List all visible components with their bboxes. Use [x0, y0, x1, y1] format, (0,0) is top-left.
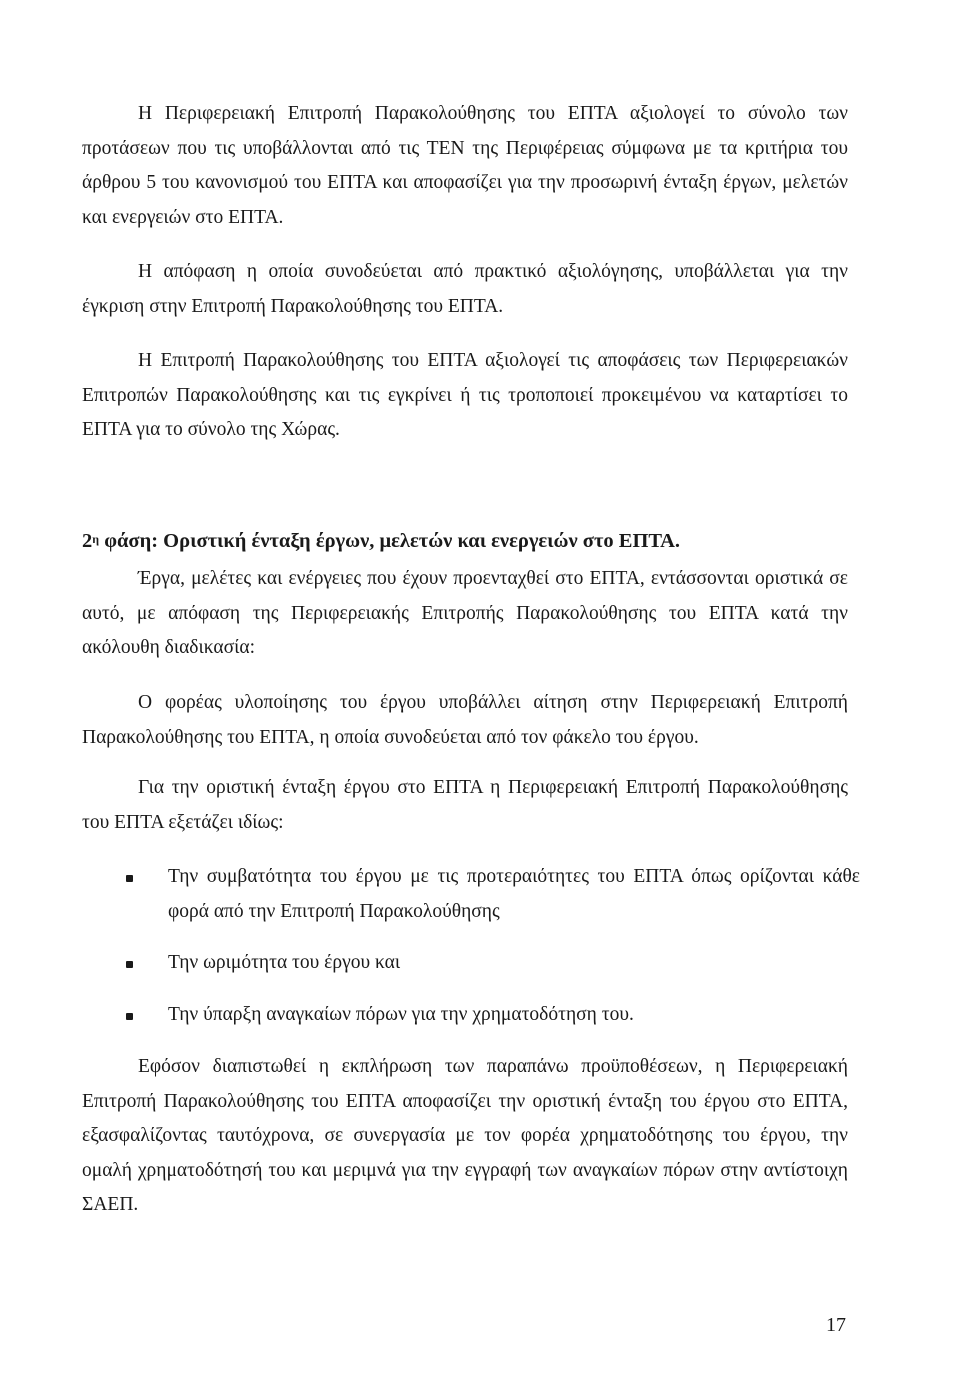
heading-number: 2: [82, 530, 93, 552]
page-number: 17: [826, 1314, 846, 1336]
paragraph-regional-committee-evaluation: Η Περιφερειακή Επιτροπή Παρακολούθησης του ΕΠΤΑ αξιολογεί το σύνολο των προτάσεων που τις υποβάλλονται από τις ΤΕΝ της Περιφέρειας σύμφωνα με τα κριτήρια του άρθρου 5 του κανονισμού του ΕΠΤΑ και αποφασίζει για την προσωρινή ένταξη έργων, μελετών και ενεργειών στο ΕΠΤΑ.: [82, 103, 848, 228]
list-item: [120, 998, 860, 1033]
bullet-icon: [126, 875, 133, 882]
section-heading: [82, 526, 862, 556]
list-item-text: Την συμβατότητα του έργου με τις προτεραιότητες του ΕΠΤΑ όπως ορίζονται κάθε φορά από την Επιτροπή Παρακολούθησης: [168, 866, 860, 922]
paragraph-final-decision: Εφόσον διαπιστωθεί η εκπλήρωση των παραπάνω προϋποθέσεων, η Περιφερειακή Επιτροπή Παρακολούθησης του ΕΠΤΑ αποφασίζει την οριστική ένταξη του έργου στο ΕΠΤΑ, εξασφαλίζοντας ταυτόχρονα, σε συνεργασία με τον φορέα χρηματοδότησης του έργου, την ομαλή χρηματοδότησή του και μεριμνά για την εγγραφή των αναγκαίων πόρων στην αντίστοιχη ΣΑΕΠ.: [82, 1056, 848, 1215]
list-item-text: Την ύπαρξη αναγκαίων πόρων για την χρηματοδότηση του.: [168, 1003, 634, 1025]
bullet-icon: [126, 1013, 133, 1020]
paragraph-decision-approval: Η απόφαση η οποία συνοδεύεται από πρακτικό αξιολόγησης, υποβάλλεται για την έγκριση στην Επιτροπή Παρακολούθησης του ΕΠΤΑ.: [82, 261, 848, 317]
heading-superscript: η: [92, 532, 100, 546]
list-item: [120, 860, 860, 929]
criteria-list: [120, 860, 860, 1032]
bullet-icon: [126, 961, 133, 968]
list-item: [120, 946, 860, 981]
paragraph-committee-review: Η Επιτροπή Παρακολούθησης του ΕΠΤΑ αξιολογεί τις αποφάσεις των Περιφερειακών Επιτροπών Παρακολούθησης και τις εγκρίνει ή τις τροποποιεί προκειμένου να καταρτίσει το ΕΠΤΑ για το σύνολο της Χώρας.: [82, 350, 848, 440]
paragraph-final-inclusion: Έργα, μελέτες και ενέργειες που έχουν προενταχθεί στο ΕΠΤΑ, εντάσσονται οριστικά σε αυτό, με απόφαση της Περιφερειακής Επιτροπής Παρακολούθησης του ΕΠΤΑ κατά την ακόλουθη διαδικασία:: [82, 568, 848, 658]
list-item-text: Την ωριμότητα του έργου και: [168, 952, 401, 973]
paragraph-application-submission: Ο φορέας υλοποίησης του έργου υποβάλλει αίτηση στην Περιφερειακή Επιτροπή Παρακολούθησης του ΕΠΤΑ, η οποία συνοδεύεται από τον φάκελο του έργου.: [82, 692, 848, 748]
paragraph-examination-criteria: Για την οριστική ένταξη έργου στο ΕΠΤΑ η Περιφερειακή Επιτροπή Παρακολούθησης του ΕΠΤΑ εξετάζει ιδίως:: [82, 777, 848, 833]
heading-text: φάση: Οριστική ένταξη έργων, μελετών και ενεργειών στο ΕΠΤΑ.: [99, 530, 680, 552]
